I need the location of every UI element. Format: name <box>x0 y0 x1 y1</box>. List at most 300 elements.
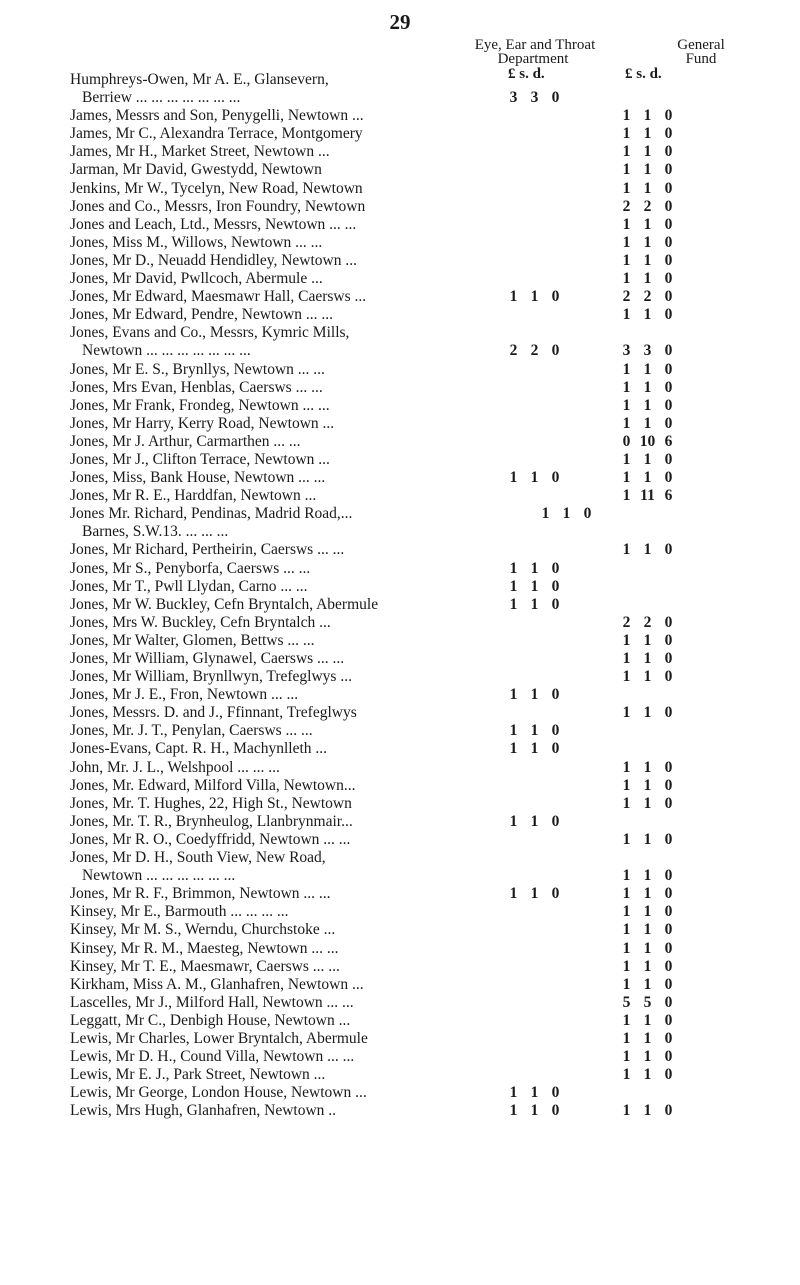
list-item <box>0 487 800 505</box>
general-fund-amount <box>616 143 679 161</box>
general-fund-amount-pounds: 2 <box>622 197 631 215</box>
general-fund-amount <box>616 234 679 252</box>
subscriber-name <box>0 740 485 758</box>
subscriber-name <box>0 668 485 686</box>
department-amount-shillings: 1 <box>530 740 539 758</box>
subscriber-name <box>0 234 485 252</box>
subscriber-name-line: Lewis, Mrs Hugh, Glanhafren, Newtown .. <box>70 1102 337 1120</box>
general-fund-amount <box>616 777 679 795</box>
general-fund-amount-shillings: 1 <box>643 957 652 975</box>
subscriber-name-continuation: Newtown ... ... ... ... ... ... <box>82 867 236 885</box>
subscriber-name <box>0 397 485 415</box>
department-amount-shillings: 1 <box>530 812 539 830</box>
general-fund-amount-shillings: 1 <box>643 107 652 125</box>
department-amount-pence: 0 <box>551 89 560 107</box>
general-fund-amount-pence: 0 <box>664 215 673 233</box>
subscriber-name-line: Kinsey, Mr R. M., Maesteg, Newtown ... ... <box>70 939 339 957</box>
general-fund-amount-pence: 0 <box>664 1011 673 1029</box>
list-item <box>0 614 800 632</box>
list-item <box>0 143 800 161</box>
subscriber-name-line: John, Mr. J. L., Welshpool ... ... ... <box>70 758 280 776</box>
subscriber-name-line: James, Messrs and Son, Penygelli, Newtown ... <box>70 107 364 125</box>
general-fund-amount-pounds: 1 <box>622 541 631 559</box>
subscriber-name-line: Jones and Co., Messrs, Iron Foundry, Newtown <box>70 197 366 215</box>
department-amount-pence: 0 <box>551 740 560 758</box>
general-fund-amount-pounds: 1 <box>622 1102 631 1120</box>
general-fund-amount-shillings: 1 <box>643 650 652 667</box>
department-amount <box>503 1102 566 1120</box>
general-fund-amount <box>616 107 679 125</box>
list-item <box>0 252 800 270</box>
general-fund-amount-pounds: 1 <box>622 631 631 649</box>
list-item <box>0 921 800 939</box>
general-fund-amount <box>616 795 679 813</box>
subscriber-name <box>0 1102 485 1120</box>
subscriber-name-line: Jones, Mr E. S., Brynllys, Newtown ... ... <box>70 360 325 378</box>
list-item <box>0 578 800 596</box>
general-fund-amount-shillings: 3 <box>643 342 652 360</box>
general-fund-amount-pounds: 1 <box>622 360 631 378</box>
general-fund-amount-pounds: 1 <box>622 794 631 812</box>
general-fund-amount-pounds: 1 <box>622 1029 631 1047</box>
general-fund-amount-pence: 0 <box>664 161 673 179</box>
general-fund-amount-pounds: 1 <box>622 1066 631 1084</box>
subscriber-name <box>0 940 485 958</box>
list-item <box>0 415 800 433</box>
general-fund-amount-pence: 0 <box>664 1048 673 1066</box>
general-fund-amount <box>616 451 679 469</box>
department-amount-pence: 0 <box>551 342 560 360</box>
general-fund-amount <box>616 270 679 288</box>
subscriber-name-line: Jones, Mr. T. Hughes, 22, High St., Newtown <box>70 794 352 812</box>
department-amount-shillings: 1 <box>530 577 539 595</box>
general-fund-amount-pounds: 1 <box>622 867 631 885</box>
subscriber-name <box>0 216 485 234</box>
department-amount-pounds: 1 <box>509 288 518 306</box>
subscriber-name <box>0 831 485 849</box>
general-fund-amount-shillings: 2 <box>643 613 652 631</box>
general-fund-amount-shillings: 1 <box>643 306 652 324</box>
subscriber-name-line: James, Mr H., Market Street, Newtown ... <box>70 143 330 161</box>
subscriber-name <box>0 379 485 397</box>
subscriber-name <box>0 433 485 451</box>
general-fund-amount <box>616 288 679 306</box>
general-fund-amount <box>616 433 679 451</box>
general-fund-amount <box>616 415 679 433</box>
department-amount <box>503 686 566 704</box>
general-fund-amount-shillings: 1 <box>643 378 652 396</box>
department-amount-shillings: 3 <box>530 89 539 107</box>
subscriber-name <box>0 1012 485 1030</box>
subscriber-name-line: Jones, Mrs W. Buckley, Cefn Bryntalch ... <box>70 613 331 631</box>
subscriber-name <box>0 614 485 632</box>
general-fund-amount <box>616 921 679 939</box>
subscriber-name-line: Jones, Mr D., Neuadd Hendidley, Newtown ... <box>70 251 357 269</box>
general-fund-amount <box>616 867 679 885</box>
subscriber-name-line: Jones, Mr R. O., Coedyffridd, Newtown ... ... <box>70 830 351 848</box>
general-fund-amount-pounds: 5 <box>622 993 631 1011</box>
subscriber-name <box>0 415 485 433</box>
list-item <box>0 469 800 487</box>
general-fund-amount-pounds: 1 <box>622 161 631 179</box>
subscriber-name <box>0 903 485 921</box>
subscriber-name <box>0 722 485 740</box>
general-fund-amount <box>616 397 679 415</box>
department-amount-shillings: 1 <box>530 885 539 903</box>
general-fund-amount-pounds: 1 <box>622 125 631 143</box>
subscriber-name-line: Jones, Mr D. H., South View, New Road, <box>70 849 326 867</box>
subscriber-name <box>0 1084 485 1102</box>
general-fund-amount <box>616 161 679 179</box>
subscriber-name-line: Jones, Mr Walter, Glomen, Bettws ... ... <box>70 631 315 649</box>
list-item <box>0 849 800 885</box>
general-fund-amount <box>616 704 679 722</box>
department-amount-shillings: 1 <box>530 595 539 613</box>
subscriber-name <box>0 596 485 614</box>
general-fund-amount-pounds: 1 <box>622 1048 631 1066</box>
subscriber-name <box>0 161 485 179</box>
general-fund-amount <box>616 885 679 903</box>
general-fund-amount-pounds: 1 <box>622 378 631 396</box>
subscriber-name-line: Jones Mr. Richard, Pendinas, Madrid Road,... <box>70 505 353 523</box>
general-fund-amount <box>616 1066 679 1084</box>
department-amount-pence: 0 <box>551 288 560 306</box>
general-fund-amount-shillings: 1 <box>643 179 652 197</box>
subscriber-name <box>0 125 485 143</box>
general-fund-amount-shillings: 1 <box>643 125 652 143</box>
general-fund-amount-pounds: 1 <box>622 921 631 939</box>
department-amount-pence: 0 <box>551 1084 560 1102</box>
subscriber-name-line: Jones, Mr J. E., Fron, Newtown ... ... <box>70 686 299 704</box>
list-item <box>0 722 800 740</box>
general-fund-amount-pence: 0 <box>664 1066 673 1084</box>
general-fund-amount-shillings: 1 <box>643 975 652 993</box>
general-fund-amount-pence: 0 <box>664 1102 673 1120</box>
subscriber-name <box>0 578 485 596</box>
general-fund-amount-shillings: 1 <box>643 396 652 414</box>
subscriber-name-line: Kirkham, Miss A. M., Glanhafren, Newtown ... <box>70 975 364 993</box>
subscriber-name-continuation: Barnes, S.W.13. ... ... ... <box>82 523 229 541</box>
subscriber-name <box>0 1048 485 1066</box>
department-amount-pence: 0 <box>551 559 560 577</box>
subscriber-name <box>0 994 485 1012</box>
subscriber-name-line: Jones, Mr J., Clifton Terrace, Newtown ... <box>70 450 330 468</box>
subscriber-name-line: Jones, Mr Edward, Maesmawr Hall, Caersws ... <box>70 288 367 306</box>
subscriber-name-line: Jones, Mr W. Buckley, Cefn Bryntalch, Abermule <box>70 595 379 613</box>
department-amount-pounds: 1 <box>509 1084 518 1102</box>
department-amount-pounds: 3 <box>509 89 518 107</box>
general-fund-amount <box>616 125 679 143</box>
subscriber-name <box>0 71 485 107</box>
subscriber-name-line: Jones, Miss, Bank House, Newtown ... ... <box>70 469 326 487</box>
list-item <box>0 505 800 541</box>
general-fund-amount-shillings: 1 <box>643 1011 652 1029</box>
general-fund-amount <box>616 252 679 270</box>
subscriber-name <box>0 650 485 668</box>
subscriber-name-line: Kinsey, Mr T. E., Maesmawr, Caersws ... ... <box>70 957 340 975</box>
list-item <box>0 1048 800 1066</box>
general-fund-amount-pence: 0 <box>664 107 673 125</box>
subscriber-name-line: Jones-Evans, Capt. R. H., Machynlleth ... <box>70 740 328 758</box>
general-fund-amount-pence: 0 <box>664 378 673 396</box>
department-amount <box>503 89 566 107</box>
column-header-general-line-2: Fund <box>685 51 717 67</box>
general-fund-amount-pence: 0 <box>664 396 673 414</box>
general-fund-amount <box>616 342 679 360</box>
department-amount-shillings: 1 <box>530 686 539 704</box>
general-fund-amount-shillings: 1 <box>643 830 652 848</box>
subscriber-name <box>0 180 485 198</box>
general-fund-amount-pence: 0 <box>664 541 673 559</box>
list-item <box>0 958 800 976</box>
general-fund-amount-shillings: 10 <box>639 432 656 450</box>
column-header-department-line-2: Department <box>497 51 569 67</box>
subscriber-name <box>0 306 485 324</box>
department-amount-pence: 0 <box>583 505 592 523</box>
general-fund-amount-pence: 0 <box>664 903 673 921</box>
department-amount <box>503 722 566 740</box>
general-fund-amount <box>616 668 679 686</box>
general-fund-amount-pence: 0 <box>664 939 673 957</box>
general-fund-amount-pence: 0 <box>664 143 673 161</box>
general-fund-amount-pence: 6 <box>664 487 673 505</box>
list-item <box>0 324 800 360</box>
department-amount-pence: 0 <box>551 812 560 830</box>
general-fund-amount <box>616 958 679 976</box>
general-fund-amount-pounds: 3 <box>622 342 631 360</box>
subscriber-name <box>0 451 485 469</box>
department-amount-shillings: 1 <box>530 288 539 306</box>
department-amount-pounds: 2 <box>509 342 518 360</box>
subscriber-name <box>0 560 485 578</box>
list-item <box>0 451 800 469</box>
subscriber-name <box>0 505 485 541</box>
department-amount-shillings: 1 <box>530 1102 539 1120</box>
general-fund-amount-shillings: 5 <box>643 993 652 1011</box>
general-fund-amount-shillings: 1 <box>643 469 652 487</box>
subscriber-name-line: Leggatt, Mr C., Denbigh House, Newtown ... <box>70 1011 351 1029</box>
general-fund-amount-shillings: 1 <box>643 921 652 939</box>
subscriber-name-line: Jones, Evans and Co., Messrs, Kymric Mills, <box>70 324 350 342</box>
list-item <box>0 288 800 306</box>
general-fund-amount <box>616 487 679 505</box>
subscriber-name <box>0 541 485 559</box>
subscriber-name-line: Jones, Mr. T. R., Brynheulog, Llanbrynmair... <box>70 812 353 830</box>
general-fund-amount-shillings: 1 <box>643 161 652 179</box>
department-amount-pounds: 1 <box>509 1102 518 1120</box>
department-amount-pence: 0 <box>551 577 560 595</box>
general-fund-amount-pence: 0 <box>664 957 673 975</box>
department-amount-shillings: 1 <box>562 505 571 523</box>
general-fund-amount-shillings: 1 <box>643 541 652 559</box>
subscriber-name-line: Jones, Mrs Evan, Henblas, Caersws ... ... <box>70 378 323 396</box>
subscriber-name-line: Jones, Mr Frank, Frondeg, Newtown ... ... <box>70 396 330 414</box>
subscriber-name-line: Lewis, Mr George, London House, Newtown ... <box>70 1084 367 1102</box>
general-fund-amount-pence: 0 <box>664 197 673 215</box>
general-fund-amount-shillings: 1 <box>643 1029 652 1047</box>
department-amount <box>503 1084 566 1102</box>
general-fund-amount-pounds: 1 <box>622 939 631 957</box>
subscriber-name-line: Lewis, Mr E. J., Park Street, Newtown ... <box>70 1066 326 1084</box>
general-fund-amount-pence: 0 <box>664 360 673 378</box>
general-fund-amount-shillings: 11 <box>640 487 655 505</box>
list-item <box>0 632 800 650</box>
currency-units-department: £ s. d. <box>508 66 545 82</box>
subscriber-name <box>0 777 485 795</box>
general-fund-amount <box>616 1030 679 1048</box>
department-amount-pounds: 1 <box>509 740 518 758</box>
subscriber-name-line: Jones, Mr Richard, Pertheirin, Caersws ... ... <box>70 541 345 559</box>
general-fund-amount-pence: 0 <box>664 631 673 649</box>
list-item <box>0 650 800 668</box>
subscriber-name-line: Jones, Mr S., Penyborfa, Caersws ... ... <box>70 559 311 577</box>
subscriber-name-line: Jones, Mr R. F., Brimmon, Newtown ... ... <box>70 885 331 903</box>
subscriber-name <box>0 813 485 831</box>
general-fund-amount-shillings: 1 <box>643 414 652 432</box>
general-fund-amount-pounds: 1 <box>622 143 631 161</box>
list-item <box>0 813 800 831</box>
general-fund-amount-shillings: 1 <box>643 631 652 649</box>
general-fund-amount-pounds: 1 <box>622 885 631 903</box>
subscriber-name <box>0 288 485 306</box>
list-item <box>0 759 800 777</box>
general-fund-amount-pounds: 1 <box>622 650 631 667</box>
department-amount-pence: 0 <box>551 686 560 704</box>
subscriber-name-line: Humphreys-Owen, Mr A. E., Glansevern, <box>70 71 329 88</box>
general-fund-amount-pounds: 1 <box>622 1011 631 1029</box>
department-amount <box>503 288 566 306</box>
list-item <box>0 940 800 958</box>
subscriber-name <box>0 198 485 216</box>
department-amount <box>503 469 566 487</box>
subscriber-name <box>0 849 485 885</box>
list-item <box>0 107 800 125</box>
general-fund-amount-pounds: 1 <box>622 270 631 288</box>
column-header-department-line-1: Eye, Ear and Throat <box>474 37 596 53</box>
list-item <box>0 541 800 559</box>
general-fund-amount-pence: 0 <box>664 469 673 487</box>
subscriber-name <box>0 885 485 903</box>
department-amount <box>503 813 566 831</box>
general-fund-amount <box>616 216 679 234</box>
list-item <box>0 740 800 758</box>
general-fund-amount-pence: 6 <box>664 432 673 450</box>
subscriber-name <box>0 270 485 288</box>
department-amount-pence: 0 <box>551 595 560 613</box>
list-item <box>0 1012 800 1030</box>
list-item <box>0 71 800 107</box>
general-fund-amount-pounds: 1 <box>622 251 631 269</box>
list-item <box>0 903 800 921</box>
general-fund-amount-shillings: 1 <box>643 776 652 794</box>
general-fund-amount-pounds: 2 <box>622 613 631 631</box>
subscriber-name-line: Jones, Mr. J. T., Penylan, Caersws ... ... <box>70 722 313 740</box>
subscriber-name-line: Jarman, Mr David, Gwestydd, Newtown <box>70 161 322 179</box>
list-item <box>0 161 800 179</box>
list-item <box>0 1030 800 1048</box>
department-amount <box>503 740 566 758</box>
list-item <box>0 795 800 813</box>
general-fund-amount-pounds: 1 <box>622 758 631 776</box>
general-fund-amount-pence: 0 <box>664 414 673 432</box>
general-fund-amount-shillings: 1 <box>643 450 652 468</box>
general-fund-amount <box>616 180 679 198</box>
subscriber-name <box>0 686 485 704</box>
list-item <box>0 433 800 451</box>
general-fund-amount-shillings: 1 <box>643 215 652 233</box>
list-item <box>0 1102 800 1120</box>
general-fund-amount-shillings: 1 <box>643 251 652 269</box>
general-fund-amount <box>616 632 679 650</box>
general-fund-amount-pence: 0 <box>664 613 673 631</box>
general-fund-amount-pounds: 1 <box>622 668 631 686</box>
subscriber-name <box>0 143 485 161</box>
general-fund-amount-pounds: 1 <box>622 830 631 848</box>
general-fund-amount-shillings: 1 <box>643 233 652 251</box>
subscriber-name-continuation: Berriew ... ... ... ... ... ... ... <box>82 89 241 107</box>
general-fund-amount-shillings: 1 <box>643 143 652 161</box>
list-item <box>0 379 800 397</box>
list-item <box>0 1084 800 1102</box>
general-fund-amount <box>616 469 679 487</box>
general-fund-amount-pounds: 1 <box>622 776 631 794</box>
list-item <box>0 234 800 252</box>
department-amount-pence: 0 <box>551 1102 560 1120</box>
page-number: 29 <box>389 10 411 34</box>
subscriber-name-line: Jones, Mr William, Glynawel, Caersws ... ... <box>70 650 345 667</box>
department-amount-pence: 0 <box>551 885 560 903</box>
subscriber-name-line: Lewis, Mr Charles, Lower Bryntalch, Abermule <box>70 1029 368 1047</box>
list-item <box>0 668 800 686</box>
general-fund-amount-pounds: 2 <box>622 288 631 306</box>
general-fund-amount <box>616 541 679 559</box>
department-amount-pounds: 1 <box>509 469 518 487</box>
general-fund-amount-pence: 0 <box>664 975 673 993</box>
subscriber-name <box>0 487 485 505</box>
department-amount <box>503 342 566 360</box>
subscriber-name-line: Jones, Mr David, Pwllcoch, Abermule ... <box>70 270 323 288</box>
list-item <box>0 125 800 143</box>
general-fund-amount-shillings: 1 <box>643 939 652 957</box>
department-amount-shillings: 1 <box>530 722 539 740</box>
department-amount-pounds: 1 <box>509 559 518 577</box>
subscriber-name-line: Jones, Mr R. E., Harddfan, Newtown ... <box>70 487 317 505</box>
general-fund-amount-pence: 0 <box>664 306 673 324</box>
list-item <box>0 397 800 415</box>
subscriber-name <box>0 759 485 777</box>
list-item <box>0 1066 800 1084</box>
general-fund-amount-shillings: 1 <box>643 1102 652 1120</box>
list-item <box>0 994 800 1012</box>
department-amount-pence: 0 <box>551 722 560 740</box>
general-fund-amount-pounds: 1 <box>622 469 631 487</box>
general-fund-amount <box>616 940 679 958</box>
general-fund-amount-pounds: 1 <box>622 306 631 324</box>
general-fund-amount-pence: 0 <box>664 794 673 812</box>
general-fund-amount-shillings: 1 <box>643 903 652 921</box>
general-fund-amount <box>616 1012 679 1030</box>
general-fund-amount-pounds: 1 <box>622 704 631 722</box>
general-fund-amount-pounds: 1 <box>622 396 631 414</box>
general-fund-amount-shillings: 1 <box>643 668 652 686</box>
subscriber-name <box>0 361 485 379</box>
subscriber-name-line: Jones, Messrs. D. and J., Ffinnant, Trefeglwys <box>70 704 357 722</box>
general-fund-amount-pounds: 1 <box>622 957 631 975</box>
list-item <box>0 831 800 849</box>
general-fund-amount-pence: 0 <box>664 830 673 848</box>
general-fund-amount-pence: 0 <box>664 1029 673 1047</box>
list-item <box>0 596 800 614</box>
